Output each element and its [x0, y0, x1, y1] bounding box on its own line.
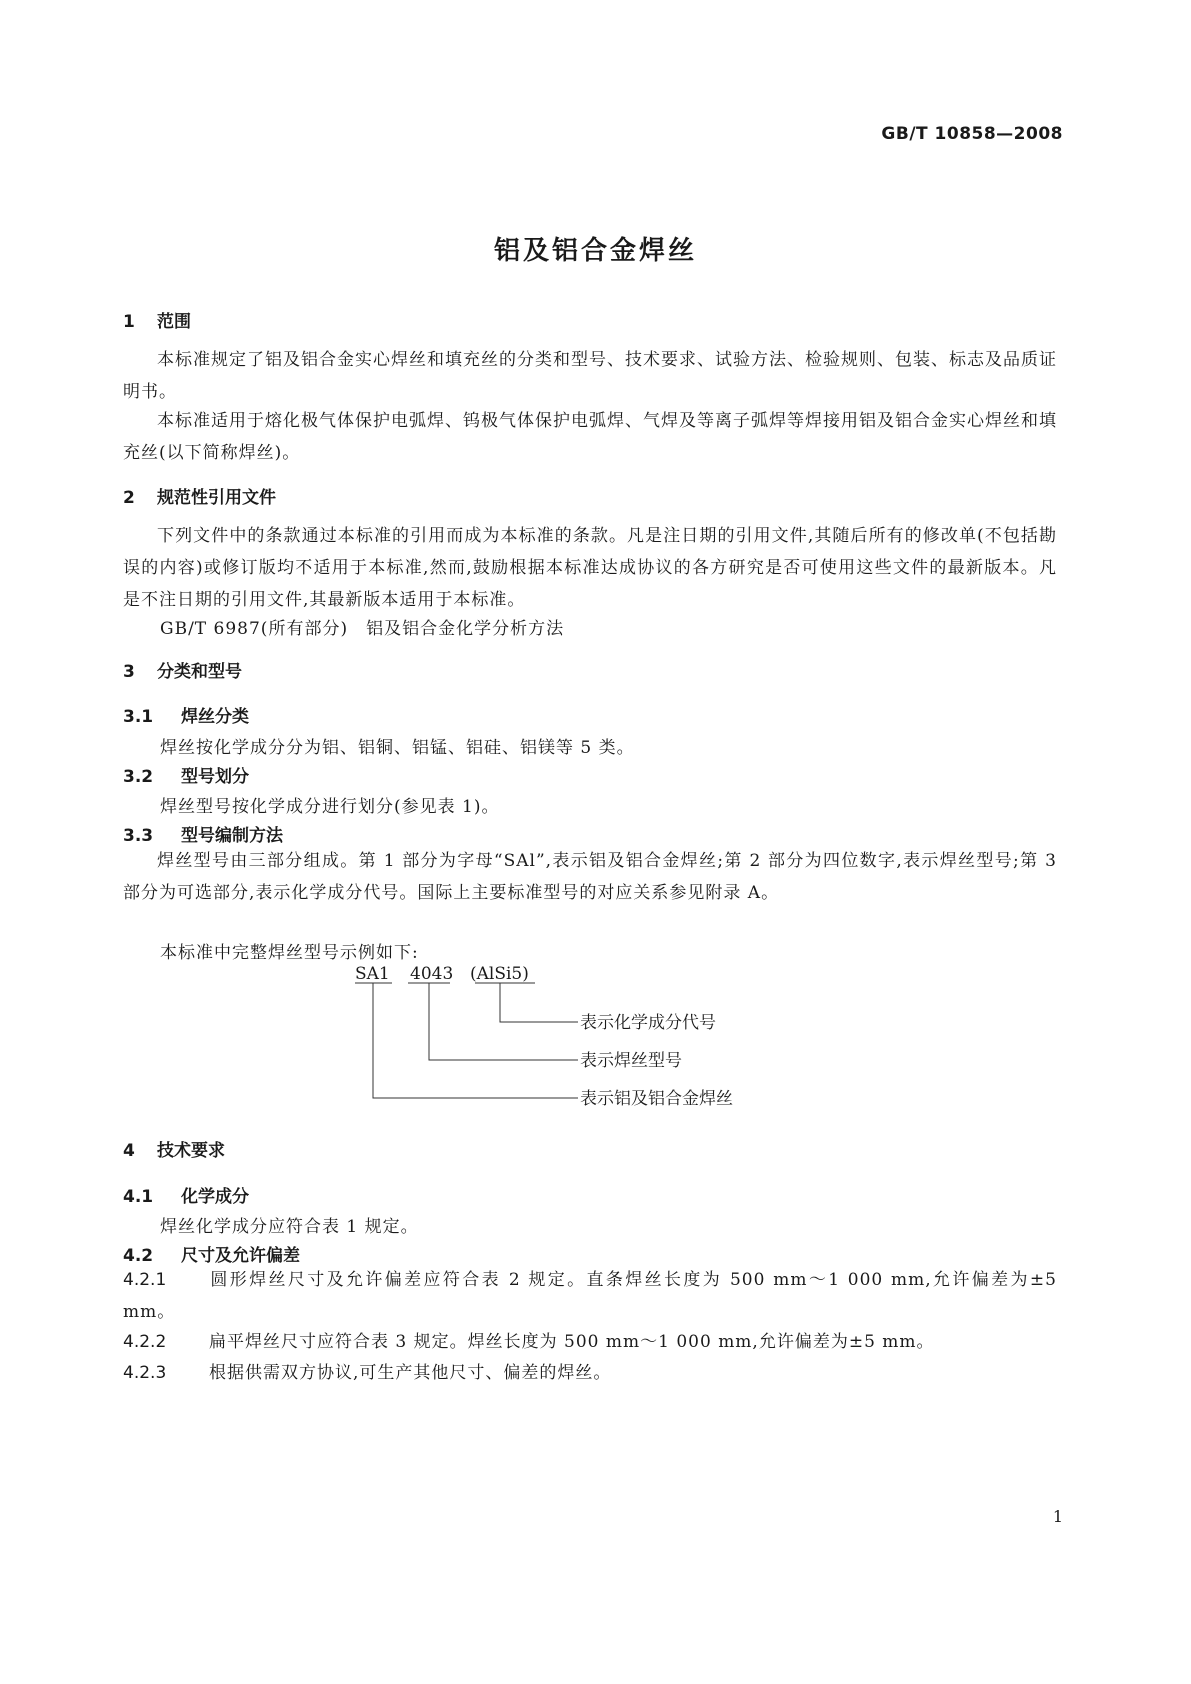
standard-code: GB/T 10858—2008 — [881, 124, 1063, 144]
connector-code — [500, 983, 578, 1022]
clause-number: 4.2.1 — [123, 1270, 167, 1290]
page-number: 1 — [1052, 1507, 1063, 1526]
part-prefix-text: SA1 — [355, 964, 390, 984]
subsection-3-1-heading — [123, 702, 249, 727]
subsection-4-1-heading — [123, 1182, 249, 1207]
subsection-4-2-heading — [123, 1241, 300, 1266]
subsection-title: 化学成分 — [181, 1187, 249, 1207]
subsection-3-3-heading — [123, 821, 283, 846]
section-number: 2 — [123, 488, 135, 508]
section-title: 范围 — [157, 312, 191, 332]
section-number: 1 — [123, 312, 135, 332]
section-title: 分类和型号 — [157, 662, 242, 682]
clause-text: 扁平焊丝尺寸应符合表 3 规定。焊丝长度为 500 mm～1 000 mm,允许偏差为±5 mm。 — [209, 1332, 935, 1352]
subsection-number: 3.2 — [123, 767, 154, 787]
subsection-3-3-text: 焊丝型号由三部分组成。第 1 部分为字母“SAl”,表示铝及铝合金焊丝;第 2 部分为四位数字,表示焊丝型号;第 3 部分为可选部分,表示化学成分代号。国际上主要标准型号的对应关系参见附录 A。 — [123, 851, 1057, 903]
clause-4-2-1 — [123, 1264, 1057, 1328]
subsection-3-2-heading — [123, 762, 249, 787]
clause-text: 圆形焊丝尺寸及允许偏差应符合表 2 规定。直条焊丝长度为 500 mm～1 000 mm,允许偏差为±5 mm。 — [123, 1270, 1057, 1322]
model-designation-lines — [350, 955, 810, 1115]
section-4-heading — [123, 1136, 225, 1161]
clause-4-2-2 — [123, 1326, 1057, 1358]
subsection-title: 尺寸及允许偏差 — [181, 1246, 300, 1266]
subsection-title: 焊丝分类 — [181, 707, 249, 727]
connector-prefix — [373, 983, 578, 1098]
subsection-title: 型号划分 — [181, 767, 249, 787]
subsection-number: 3.1 — [123, 707, 154, 727]
section-number: 4 — [123, 1141, 135, 1161]
section-1-paragraph-1: 本标准规定了铝及铝合金实心焊丝和填充丝的分类和型号、技术要求、试验方法、检验规则、包装、标志及品质证明书。 — [123, 350, 1057, 402]
clause-text: 根据供需双方协议,可生产其他尺寸、偏差的焊丝。 — [209, 1363, 612, 1383]
label-chemical-code: 表示化学成分代号 — [580, 1013, 716, 1033]
subsection-number: 4.1 — [123, 1187, 154, 1207]
label-aluminum-wire: 表示铝及铝合金焊丝 — [580, 1089, 733, 1109]
document-title: 铝及铝合金焊丝 — [493, 236, 697, 266]
example-intro: 本标准中完整焊丝型号示例如下: — [160, 943, 419, 963]
subsection-title: 型号编制方法 — [181, 826, 283, 846]
section-1-paragraph-2: 本标准适用于熔化极气体保护电弧焊、钨极气体保护电弧焊、气焊及等离子弧焊等焊接用铝及铝合金实心焊丝和填充丝(以下简称焊丝)。 — [123, 411, 1057, 463]
section-2-heading — [123, 483, 276, 508]
label-wire-model: 表示焊丝型号 — [580, 1051, 682, 1071]
section-1-heading — [123, 307, 191, 332]
section-title: 规范性引用文件 — [157, 488, 276, 508]
section-2-paragraph-1: 下列文件中的条款通过本标准的引用而成为本标准的条款。凡是注日期的引用文件,其随后所有的修改单(不包括勘误的内容)或修订版均不适用于本标准,然而,鼓励根据本标准达成协议的各方研究是否可使用这些文件的最新版本。凡是不注日期的引用文件,其最新版本适用于本标准。 — [123, 526, 1057, 610]
part-number-text: 4043 — [410, 964, 454, 984]
subsection-4-1-text: 焊丝化学成分应符合表 1 规定。 — [160, 1217, 419, 1237]
normative-reference: GB/T 6987(所有部分) 铝及铝合金化学分析方法 — [160, 619, 565, 639]
section-title: 技术要求 — [157, 1141, 225, 1161]
subsection-3-1-text: 焊丝按化学成分分为铝、铝铜、铝锰、铝硅、铝镁等 5 类。 — [160, 738, 635, 758]
subsection-3-2-text: 焊丝型号按化学成分进行划分(参见表 1)。 — [160, 797, 500, 817]
subsection-number: 3.3 — [123, 826, 154, 846]
subsection-number: 4.2 — [123, 1246, 154, 1266]
section-3-heading — [123, 657, 242, 682]
clause-number: 4.2.2 — [123, 1332, 167, 1352]
part-code-text: (AlSi5) — [470, 964, 529, 984]
section-number: 3 — [123, 662, 135, 682]
clause-4-2-3 — [123, 1357, 1057, 1389]
clause-number: 4.2.3 — [123, 1363, 167, 1383]
